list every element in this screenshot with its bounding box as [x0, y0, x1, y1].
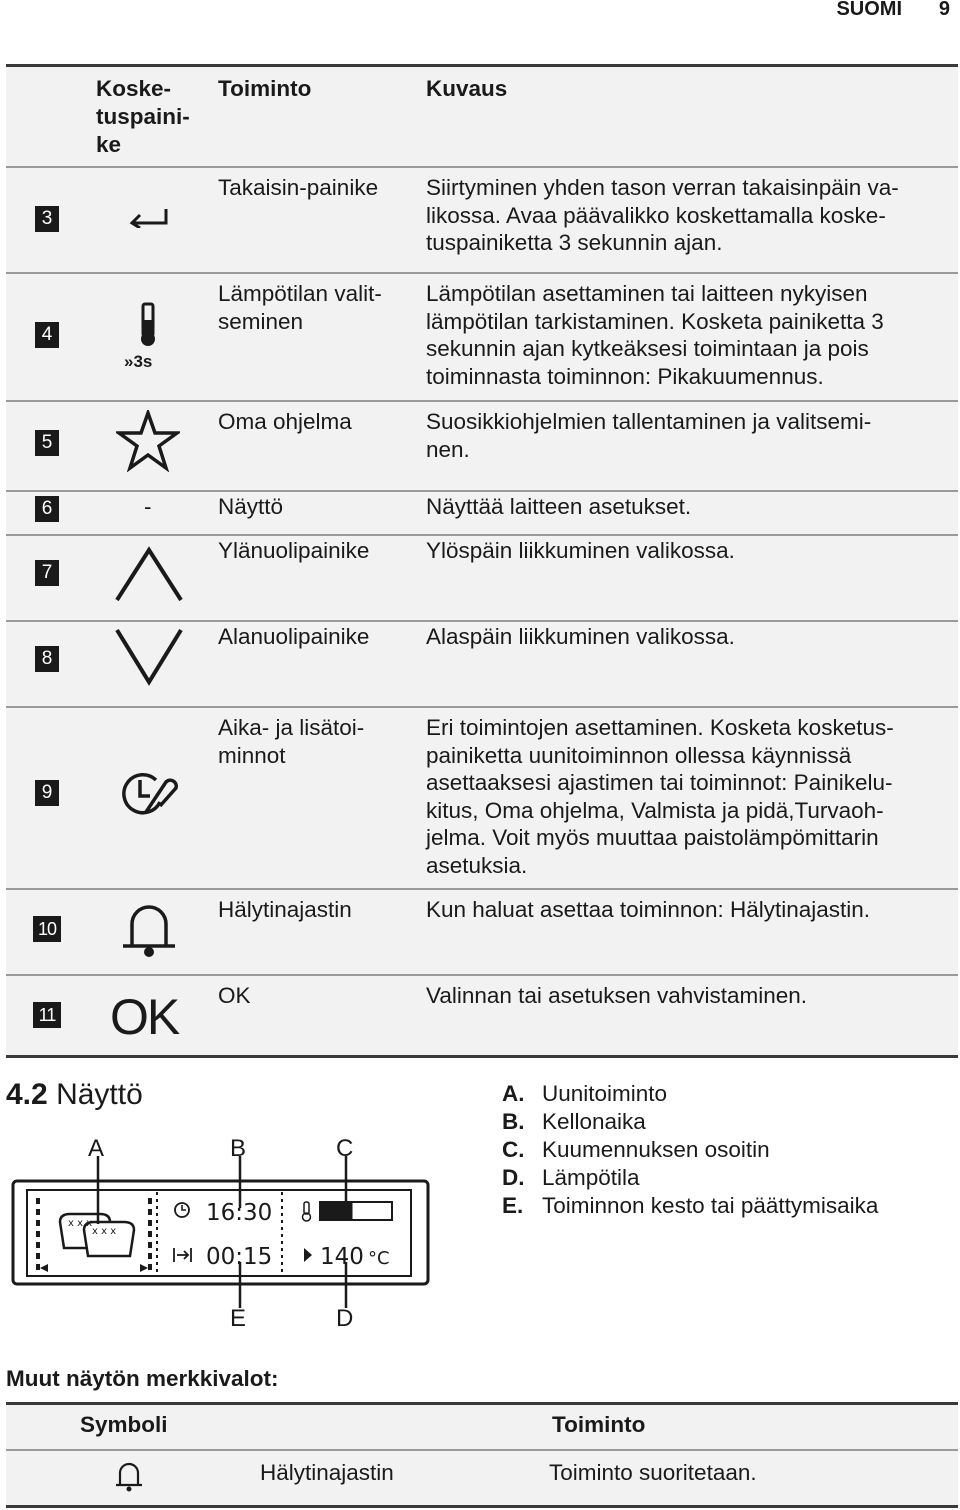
- table-bottom-rule: [6, 1055, 958, 1058]
- page-number: 9: [938, 0, 950, 20]
- row-number-badge: 8: [35, 646, 59, 672]
- row-function: Hälytinajastin: [218, 897, 352, 922]
- row-description: Siirtyminen yhden tason verran takaisinpäin va- likossa. Avaa päävalikko koskettamalla koske- tuspainiketta 3 sekunnin ajan.: [426, 175, 899, 255]
- row-description: Näyttää laitteen asetukset.: [426, 494, 692, 519]
- row-function: Oma ohjelma: [218, 409, 352, 434]
- indicator-name: Hälytinajastin: [260, 1460, 394, 1485]
- row-number-badge: 10: [33, 916, 61, 942]
- display-diagram: [0, 1128, 440, 1334]
- table-row: [6, 534, 958, 620]
- bell-icon: [120, 898, 178, 958]
- row-function: Alanuolipainike: [218, 624, 370, 649]
- table-header-row: [6, 64, 958, 166]
- back-arrow-icon: [126, 206, 170, 228]
- down-arrow-icon: [112, 626, 186, 686]
- display-temperature-unit: °C: [368, 1248, 390, 1269]
- indicators-table: [6, 1402, 958, 1508]
- display-time: 16:30: [206, 1200, 273, 1226]
- section-number: 4.2: [6, 1078, 48, 1111]
- row-description: Valinnan tai asetuksen vahvistaminen.: [426, 983, 808, 1008]
- language-label: SUOMI: [836, 0, 902, 20]
- section-name: Näyttö: [56, 1078, 143, 1111]
- table-row: [6, 272, 958, 400]
- callout-b: B: [230, 1135, 247, 1162]
- row-description: Kun haluat asettaa toiminnon: Hälytinajastin.: [426, 897, 871, 922]
- duration-icon: [174, 1248, 191, 1262]
- row-description: Lämpötilan asettaminen tai laitteen nykyisen lämpötilan tarkistaminen. Kosketa painiketta 3 sekunnin ajan kytkeäksesi toimintaan ja pois toiminnasta toiminnon: Pikakuumennus.: [426, 281, 884, 389]
- display-temperature: 140: [320, 1244, 364, 1270]
- header-symbol: Symboli: [80, 1412, 168, 1437]
- small-thermometer-icon: [303, 1202, 311, 1221]
- callout-d: D: [336, 1305, 354, 1332]
- display-legend: [502, 1080, 878, 1220]
- row-number-badge: 3: [35, 206, 59, 232]
- row-number-badge: 5: [35, 430, 59, 456]
- display-duration: 00:15: [206, 1244, 273, 1270]
- table-row: [6, 620, 958, 706]
- svg-text:x x x: x x x: [92, 1226, 117, 1237]
- section-title: [6, 1078, 143, 1112]
- header-description: Kuvaus: [426, 76, 508, 101]
- star-icon: [116, 410, 180, 472]
- row-function: Aika- ja lisätoi- minnot: [218, 715, 365, 768]
- table-row: [6, 400, 958, 490]
- ok-icon: OK: [110, 989, 179, 1045]
- row-function: Lämpötilan valit- seminen: [218, 281, 382, 334]
- list-item: C. Kuumennuksen osoitin: [502, 1137, 770, 1162]
- table-row: [6, 974, 958, 1058]
- callout-a: A: [88, 1135, 105, 1162]
- row-function: OK: [218, 983, 251, 1008]
- play-triangle-icon: [304, 1248, 312, 1262]
- header-function: Toiminto: [552, 1412, 646, 1437]
- row-description: Suosikkiohjelmien tallentaminen ja valitsemi- nen.: [426, 409, 872, 462]
- table-row: [6, 166, 958, 272]
- list-item: D. Lämpötila: [502, 1165, 640, 1190]
- row-description: Alaspäin liikkuminen valikossa.: [426, 624, 735, 649]
- indicator-function: Toiminto suoritetaan.: [549, 1460, 757, 1485]
- list-item: A. Uunitoiminto: [502, 1081, 668, 1106]
- clock-options-icon: [120, 770, 180, 818]
- row-function: Takaisin-painike: [218, 175, 379, 200]
- row-number-badge: 11: [33, 1002, 61, 1028]
- callout-e: E: [230, 1305, 247, 1332]
- row-number-badge: 4: [35, 322, 59, 348]
- table-row: [6, 706, 958, 888]
- row-number-badge: 6: [35, 496, 59, 522]
- row-description: Ylöspäin liikkuminen valikossa.: [426, 538, 735, 563]
- clock-icon: [175, 1203, 189, 1217]
- table-row: [6, 490, 958, 534]
- header-function: Toiminto: [218, 76, 312, 101]
- bell-icon: [114, 1459, 144, 1493]
- controls-table: [6, 64, 958, 1058]
- heat-indicator-fill: [321, 1203, 353, 1219]
- up-arrow-icon: [112, 544, 186, 602]
- display-dash: -: [144, 494, 152, 519]
- svg-text:x x x: x x x: [68, 1218, 93, 1229]
- row-function: Ylänuolipainike: [218, 538, 370, 563]
- list-item: E. Toiminnon kesto tai päättymisaika: [502, 1193, 879, 1218]
- row-number-badge: 7: [35, 560, 59, 586]
- indicators-heading: Muut näytön merkkivalot:: [6, 1366, 279, 1391]
- row-number-badge: 9: [35, 780, 59, 806]
- callout-c: C: [336, 1135, 354, 1162]
- thermometer-icon: [136, 302, 160, 348]
- header-button: Koske- tuspaini- ke: [96, 76, 190, 157]
- table-row: [6, 888, 958, 974]
- list-item: B. Kellonaika: [502, 1109, 646, 1134]
- row-function: Näyttö: [218, 494, 284, 519]
- three-seconds-label: »3s: [124, 352, 153, 371]
- row-description: Eri toimintojen asettaminen. Kosketa kosketus- painiketta uunitoiminnon ollessa käynnissä asettaaksesi ajastimen tai toiminnot: Painikelu- kitus, Oma ohjelma, Valmista ja pidä,Turvaoh- jelma. Voit myös muuttaa paistolämpömittarin asetuksia.: [426, 715, 894, 878]
